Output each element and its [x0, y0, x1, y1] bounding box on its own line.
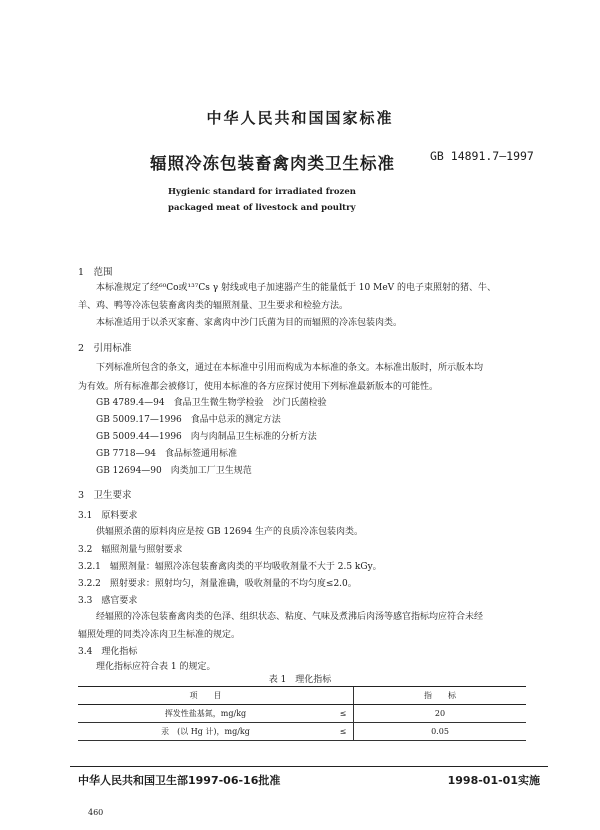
issuing-country-heading: 中华人民共和国国家标准 — [206, 109, 394, 127]
clause-3-3-title: 3.3 感官要求 — [78, 596, 138, 606]
table-cell-value: 20 — [354, 705, 527, 723]
clause-3-4-title: 3.4 理化指标 — [78, 647, 138, 657]
page-number: 460 — [88, 808, 104, 817]
english-title-line-1: Hygienic standard for irradiated frozen — [168, 187, 356, 197]
table-cell-item: 汞 (以 Hg 计)，mg/kg — [78, 723, 333, 741]
physicochemical-table — [78, 686, 526, 741]
effective-date: 1998-01-01实施 — [447, 774, 540, 787]
footer-rule — [70, 766, 548, 767]
reference-item: GB 5009.44—1996 肉与肉制品卫生标准的分析方法 — [96, 432, 317, 442]
table-cell-operator: ≤ — [333, 723, 354, 741]
reference-item: GB 5009.17—1996 食品中总汞的测定方法 — [96, 415, 281, 425]
standard-title: 辐照冷冻包装畜禽肉类卫生标准 — [150, 154, 395, 173]
reference-item: GB 7718—94 食品标签通用标准 — [96, 449, 238, 459]
section-1-paragraph-2: 本标准适用于以杀灭家畜、家禽肉中沙门氏菌为目的而辐照的冷冻包装肉类。 — [96, 318, 403, 328]
table-row — [78, 705, 526, 723]
clause-3-2-title: 3.2 辐照剂量与照射要求 — [78, 545, 183, 555]
clause-3-4-paragraph: 理化指标应符合表 1 的规定。 — [96, 662, 216, 672]
reference-item: GB 12694—90 肉类加工厂卫生规范 — [96, 466, 252, 476]
clause-3-3-paragraph-b: 辐照处理的同类冷冻肉卫生标准的规定。 — [78, 630, 241, 640]
approval-line: 中华人民共和国卫生部1997-06-16批准 — [78, 774, 281, 787]
clause-3-3-paragraph-a: 经辐照的冷冻包装畜禽肉类的色泽、组织状态、粘度、气味及煮沸后肉汤等感官指标均应符合未经 — [96, 612, 484, 622]
section-1-paragraph-1a: 本标准规定了经⁶⁰Co或¹³⁷Cs γ 射线或电子加速器产生的能量低于 10 MeV 的电子束照射的猪、牛、 — [96, 283, 497, 293]
table-header-value: 指 标 — [354, 687, 527, 705]
table-header-row — [78, 687, 526, 705]
section-1-paragraph-1b: 羊、鸡、鸭等冷冻包装畜禽肉类的辐照剂量、卫生要求和检验方法。 — [78, 301, 349, 311]
section-3-title: 3 卫生要求 — [78, 490, 132, 501]
section-2-title: 2 引用标准 — [78, 343, 132, 354]
table-caption: 表 1 理化指标 — [268, 675, 332, 685]
table-header-spacer — [333, 687, 354, 705]
clause-3-1-paragraph: 供辐照杀菌的原料肉应是按 GB 12694 生产的良质冷冻包装肉类。 — [96, 527, 364, 537]
table-header-item: 项 目 — [78, 687, 333, 705]
section-2-paragraph-a: 下列标准所包含的条文，通过在本标准中引用而构成为本标准的条文。本标准出版时，所示版本均 — [96, 363, 484, 373]
clause-3-2-1: 3.2.1 辐照剂量：辐照冷冻包装畜禽肉类的平均吸收剂量不大于 2.5 kGy。 — [78, 562, 382, 572]
reference-item: GB 4789.4—94 食品卫生微生物学检验 沙门氏菌检验 — [96, 398, 327, 408]
standard-code: GB 14891.7—1997 — [430, 149, 534, 163]
clause-3-2-2: 3.2.2 照射要求：照射均匀，剂量准确，吸收剂量的不均匀度≤2.0。 — [78, 579, 357, 589]
english-title-line-2: packaged meat of livestock and poultry — [168, 203, 356, 213]
clause-3-1-title: 3.1 原料要求 — [78, 511, 138, 521]
table-cell-item: 挥发性盐基氮，mg/kg — [78, 705, 333, 723]
table-cell-operator: ≤ — [333, 705, 354, 723]
table-cell-value: 0.05 — [354, 723, 527, 741]
section-2-paragraph-b: 为有效。所有标准都会被修订，使用本标准的各方应探讨使用下列标准最新版本的可能性。 — [78, 382, 439, 392]
section-1-title: 1 范围 — [78, 267, 113, 278]
table-row — [78, 723, 526, 741]
